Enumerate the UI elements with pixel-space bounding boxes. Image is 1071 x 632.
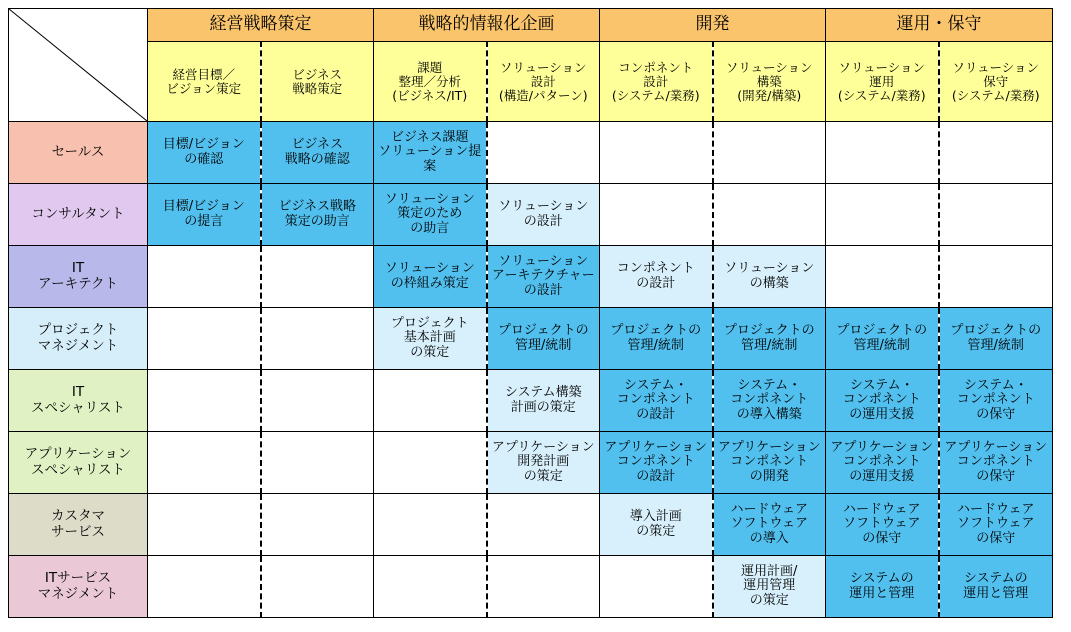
matrix-cell bbox=[600, 184, 713, 246]
matrix-cell: ソリューション の設計 bbox=[487, 184, 600, 246]
matrix-cell bbox=[600, 556, 713, 618]
matrix-cell: システム構築 計画の策定 bbox=[487, 370, 600, 432]
group-header-row bbox=[9, 9, 1053, 42]
role-label: コンサルタント bbox=[9, 184, 148, 246]
matrix-cell: 運用計画/ 運用管理 の策定 bbox=[713, 556, 826, 618]
matrix-cell: ソリューション の構築 bbox=[713, 246, 826, 308]
group-header-mgmt-strategy: 経営戦略策定 bbox=[148, 9, 374, 42]
matrix-cell bbox=[374, 556, 487, 618]
column-header-solution-build: ソリューション 構築 (開発/構築) bbox=[713, 42, 826, 122]
role-label: アプリケーション スペシャリスト bbox=[9, 432, 148, 494]
matrix-cell: ソリューション アーキテクチャー の設計 bbox=[487, 246, 600, 308]
matrix-cell: ソリューション 策定のため の助言 bbox=[374, 184, 487, 246]
group-header-operation-maintenance: 運用・保守 bbox=[826, 9, 1053, 42]
matrix-cell: アプリケーション コンポネント の開発 bbox=[713, 432, 826, 494]
column-header-solution-maintenance: ソリューション 保守 (システム/業務) bbox=[939, 42, 1053, 122]
matrix-cell bbox=[487, 122, 600, 184]
matrix-row bbox=[9, 246, 1053, 308]
matrix-cell: アプリケーション コンポネント の保守 bbox=[939, 432, 1053, 494]
matrix-cell bbox=[261, 432, 374, 494]
role-label: IT アーキテクト bbox=[9, 246, 148, 308]
matrix-cell bbox=[487, 494, 600, 556]
matrix-cell: コンポネント の設計 bbox=[600, 246, 713, 308]
matrix-cell bbox=[261, 494, 374, 556]
matrix-cell bbox=[826, 246, 939, 308]
matrix-cell: 目標/ビジョン の確認 bbox=[148, 122, 261, 184]
matrix-row bbox=[9, 432, 1053, 494]
matrix-row bbox=[9, 556, 1053, 618]
column-header-row bbox=[9, 42, 1053, 122]
matrix-cell: ハードウェア ソフトウェア の保守 bbox=[939, 494, 1053, 556]
column-header-business-strategy: ビジネス 戦略策定 bbox=[261, 42, 374, 122]
matrix-cell bbox=[261, 556, 374, 618]
column-header-vision: 経営目標／ ビジョン策定 bbox=[148, 42, 261, 122]
matrix-cell bbox=[374, 494, 487, 556]
matrix-cell: システム・ コンポネント の保守 bbox=[939, 370, 1053, 432]
role-label: プロジェクト マネジメント bbox=[9, 308, 148, 370]
matrix-cell: システム・ コンポネント の運用支援 bbox=[826, 370, 939, 432]
matrix-cell bbox=[148, 556, 261, 618]
matrix-cell: システムの 運用と管理 bbox=[939, 556, 1053, 618]
matrix-cell: アプリケーション 開発計画 の策定 bbox=[487, 432, 600, 494]
matrix-row bbox=[9, 494, 1053, 556]
matrix-cell: システム・ コンポネント の設計 bbox=[600, 370, 713, 432]
matrix-cell bbox=[600, 122, 713, 184]
group-header-strategic-it-planning: 戦略的情報化企画 bbox=[374, 9, 600, 42]
matrix-row bbox=[9, 308, 1053, 370]
matrix-row bbox=[9, 370, 1053, 432]
column-header-solution-design: ソリューション 設計 (構造/パターン) bbox=[487, 42, 600, 122]
matrix-cell: 導入計画 の策定 bbox=[600, 494, 713, 556]
matrix-cell bbox=[939, 122, 1053, 184]
matrix-cell bbox=[261, 246, 374, 308]
matrix-cell bbox=[939, 184, 1053, 246]
matrix-cell bbox=[148, 246, 261, 308]
matrix-cell bbox=[261, 308, 374, 370]
matrix-cell bbox=[487, 556, 600, 618]
matrix-cell bbox=[148, 370, 261, 432]
matrix-cell bbox=[148, 308, 261, 370]
matrix-cell bbox=[713, 184, 826, 246]
matrix-cell: プロジェクトの 管理/統制 bbox=[713, 308, 826, 370]
matrix-cell: アプリケーション コンポネント の運用支援 bbox=[826, 432, 939, 494]
matrix-cell: ビジネス 戦略の確認 bbox=[261, 122, 374, 184]
matrix-cell: プロジェクトの 管理/統制 bbox=[939, 308, 1053, 370]
matrix-cell: 目標/ビジョン の提言 bbox=[148, 184, 261, 246]
corner-cell bbox=[9, 9, 148, 122]
matrix-cell bbox=[939, 246, 1053, 308]
matrix-cell: ソリューション の枠組み策定 bbox=[374, 246, 487, 308]
matrix-cell: ハードウェア ソフトウェア の導入 bbox=[713, 494, 826, 556]
corner-diagonal-line bbox=[9, 9, 147, 121]
column-header-component-design: コンポネント 設計 (システム/業務) bbox=[600, 42, 713, 122]
matrix-cell: システムの 運用と管理 bbox=[826, 556, 939, 618]
matrix-row bbox=[9, 122, 1053, 184]
matrix-cell bbox=[826, 122, 939, 184]
column-header-solution-operation: ソリューション 運用 (システム/業務) bbox=[826, 42, 939, 122]
matrix-cell: ビジネス戦略 策定の助言 bbox=[261, 184, 374, 246]
matrix-cell bbox=[374, 432, 487, 494]
matrix-cell: システム・ コンポネント の導入構築 bbox=[713, 370, 826, 432]
matrix-cell bbox=[148, 432, 261, 494]
matrix-cell bbox=[374, 370, 487, 432]
matrix-cell: アプリケーション コンポネント の設計 bbox=[600, 432, 713, 494]
column-header-issue-analysis: 課題 整理／分析 (ビジネス/IT) bbox=[374, 42, 487, 122]
matrix-cell bbox=[713, 122, 826, 184]
matrix-cell: プロジェクトの 管理/統制 bbox=[826, 308, 939, 370]
matrix-cell: プロジェクトの 管理/統制 bbox=[487, 308, 600, 370]
group-header-development: 開発 bbox=[600, 9, 826, 42]
role-label: カスタマ サービス bbox=[9, 494, 148, 556]
role-label: ITサービス マネジメント bbox=[9, 556, 148, 618]
matrix-cell: ビジネス課題 ソリューション提案 bbox=[374, 122, 487, 184]
matrix-cell bbox=[826, 184, 939, 246]
matrix-cell bbox=[261, 370, 374, 432]
role-label: セールス bbox=[9, 122, 148, 184]
matrix-cell bbox=[148, 494, 261, 556]
matrix-row bbox=[9, 184, 1053, 246]
role-label: IT スペシャリスト bbox=[9, 370, 148, 432]
matrix-cell: プロジェクト 基本計画 の策定 bbox=[374, 308, 487, 370]
matrix-cell: プロジェクトの 管理/統制 bbox=[600, 308, 713, 370]
matrix-cell: ハードウェア ソフトウェア の保守 bbox=[826, 494, 939, 556]
role-phase-matrix bbox=[8, 8, 1053, 618]
matrix-body bbox=[9, 122, 1053, 618]
